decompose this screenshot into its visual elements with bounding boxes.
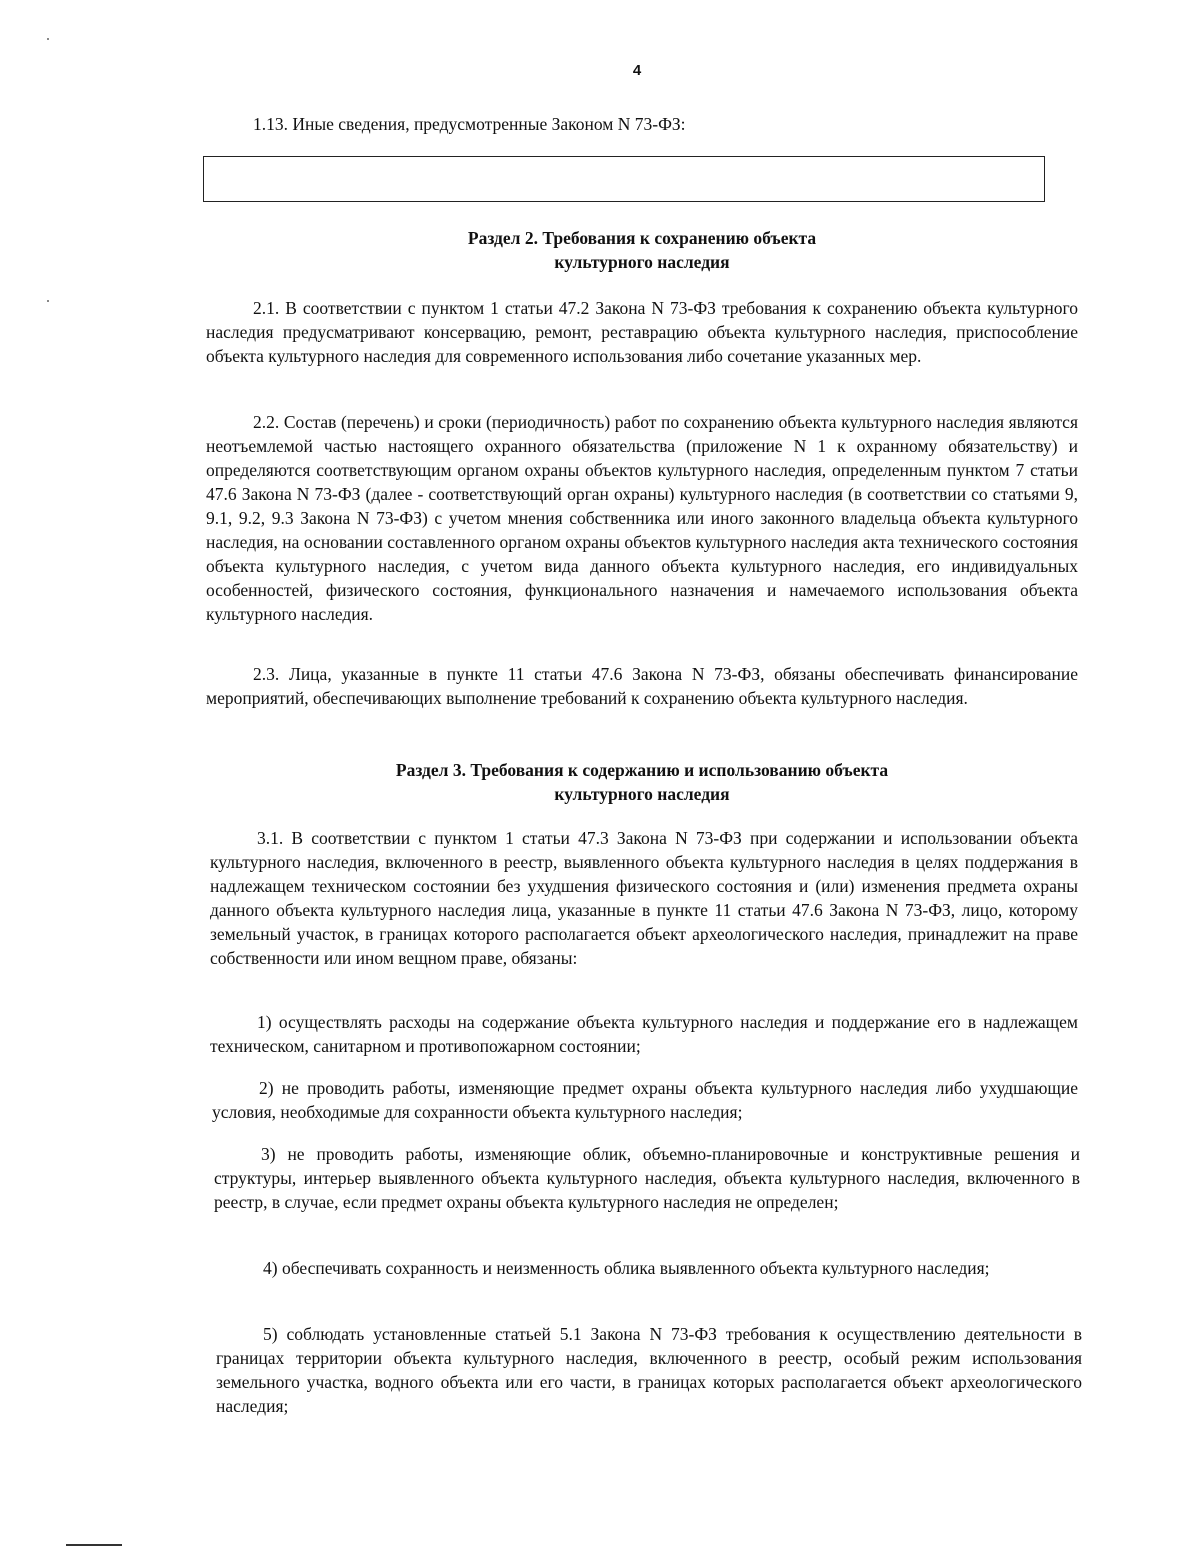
list-item-3-1-2: 2) не проводить работы, изменяющие предмет охраны объекта культурного наследия либо ухудшающие условия, необходимые для сохранности объекта культурного наследия; (212, 1078, 1078, 1122)
paragraph-2-2: 2.2. Состав (перечень) и сроки (периодичность) работ по сохранению объекта культурного наследия являются неотъемлемой частью настоящего охранного обязательства (приложение N 1 к охранному обязательству) и определяются соответствующим органом охраны объектов культурного наследия, определенным пунктом 7 статьи 47.6 Закона N 73-ФЗ (далее - соответствующий орган охраны) культурного наследия (в соответствии со статьями 9, 9.1, 9.2, 9.3 Закона N 73-ФЗ) с учетом мнения собственника или иного законного владельца объекта культурного наследия, на основании составленного органом охраны объектов культурного наследия акта технического состояния объекта культурного наследия, с учетом вида данного объекта культурного наследия, его индивидуальных особенностей, физического состояния, функционального назначения и намечаемого использования объекта культурного наследия. (206, 412, 1078, 624)
scan-artifact-dot (47, 300, 49, 302)
other-info-field-box (203, 156, 1045, 202)
section-3-title-line1: Раздел 3. Требования к содержанию и использованию объекта (395, 760, 889, 780)
section-2-heading (206, 226, 1078, 274)
section-2-title-line1: Раздел 2. Требования к сохранению объекта (467, 228, 817, 248)
list-item-3-1-1: 1) осуществлять расходы на содержание объекта культурного наследия и поддержание его в надлежащем техническом, санитарном и противопожарном состоянии; (210, 1012, 1078, 1056)
list-item-3-1-5: 5) соблюдать установленные статьей 5.1 Закона N 73-ФЗ требования к осуществлению деятельности в границах территории объекта культурного наследия, включенного в реестр, особый режим использования земельного участка, водного объекта или его части, в границах которых располагается объект археологического наследия; (216, 1324, 1082, 1416)
scan-artifact-line (66, 1544, 122, 1546)
list-item-3-1-4: 4) обеспечивать сохранность и неизменность облика выявленного объекта культурного наследия; (263, 1258, 990, 1278)
list-item-3-1-3: 3) не проводить работы, изменяющие облик, объемно-планировочные и конструктивные решения и структуры, интерьер выявленного объекта культурного наследия, объекта культурного наследия, включенного в реестр, в случае, если предмет охраны объекта культурного наследия не определен; (214, 1144, 1080, 1212)
section-2-title-line2: культурного наследия (554, 252, 730, 272)
paragraph-2-1: 2.1. В соответствии с пунктом 1 статьи 47.2 Закона N 73-ФЗ требования к сохранению объекта культурного наследия предусматривают консервацию, ремонт, реставрацию объекта культурного наследия, приспособление объекта культурного наследия для современного использования либо сочетание указанных мер. (206, 298, 1078, 366)
section-3-heading (206, 758, 1078, 806)
scan-artifact-dot (47, 38, 49, 40)
paragraph-2-3: 2.3. Лица, указанные в пункте 11 статьи 47.6 Закона N 73-ФЗ, обязаны обеспечивать финансирование мероприятий, обеспечивающих выполнение требований к сохранению объекта культурного наследия. (206, 664, 1078, 708)
paragraph-3-1: 3.1. В соответствии с пунктом 1 статьи 47.3 Закона N 73-ФЗ при содержании и использовании объекта культурного наследия, включенного в реестр, выявленного объекта культурного наследия в целях поддержания в надлежащем техническом состоянии без ухудшения физического состояния и (или) изменения предмета охраны данного объекта культурного наследия лица, указанные в пункте 11 статьи 47.6 Закона N 73-ФЗ, лицо, которому земельный участок, в границах которого располагается объект археологического наследия, принадлежит на праве собственности или ином вещном праве, обязаны: (210, 828, 1078, 968)
page-number: 4 (632, 62, 642, 79)
item-1-13-text: 1.13. Иные сведения, предусмотренные Законом N 73-ФЗ: (253, 114, 686, 134)
section-3-title-line2: культурного наследия (554, 784, 730, 804)
